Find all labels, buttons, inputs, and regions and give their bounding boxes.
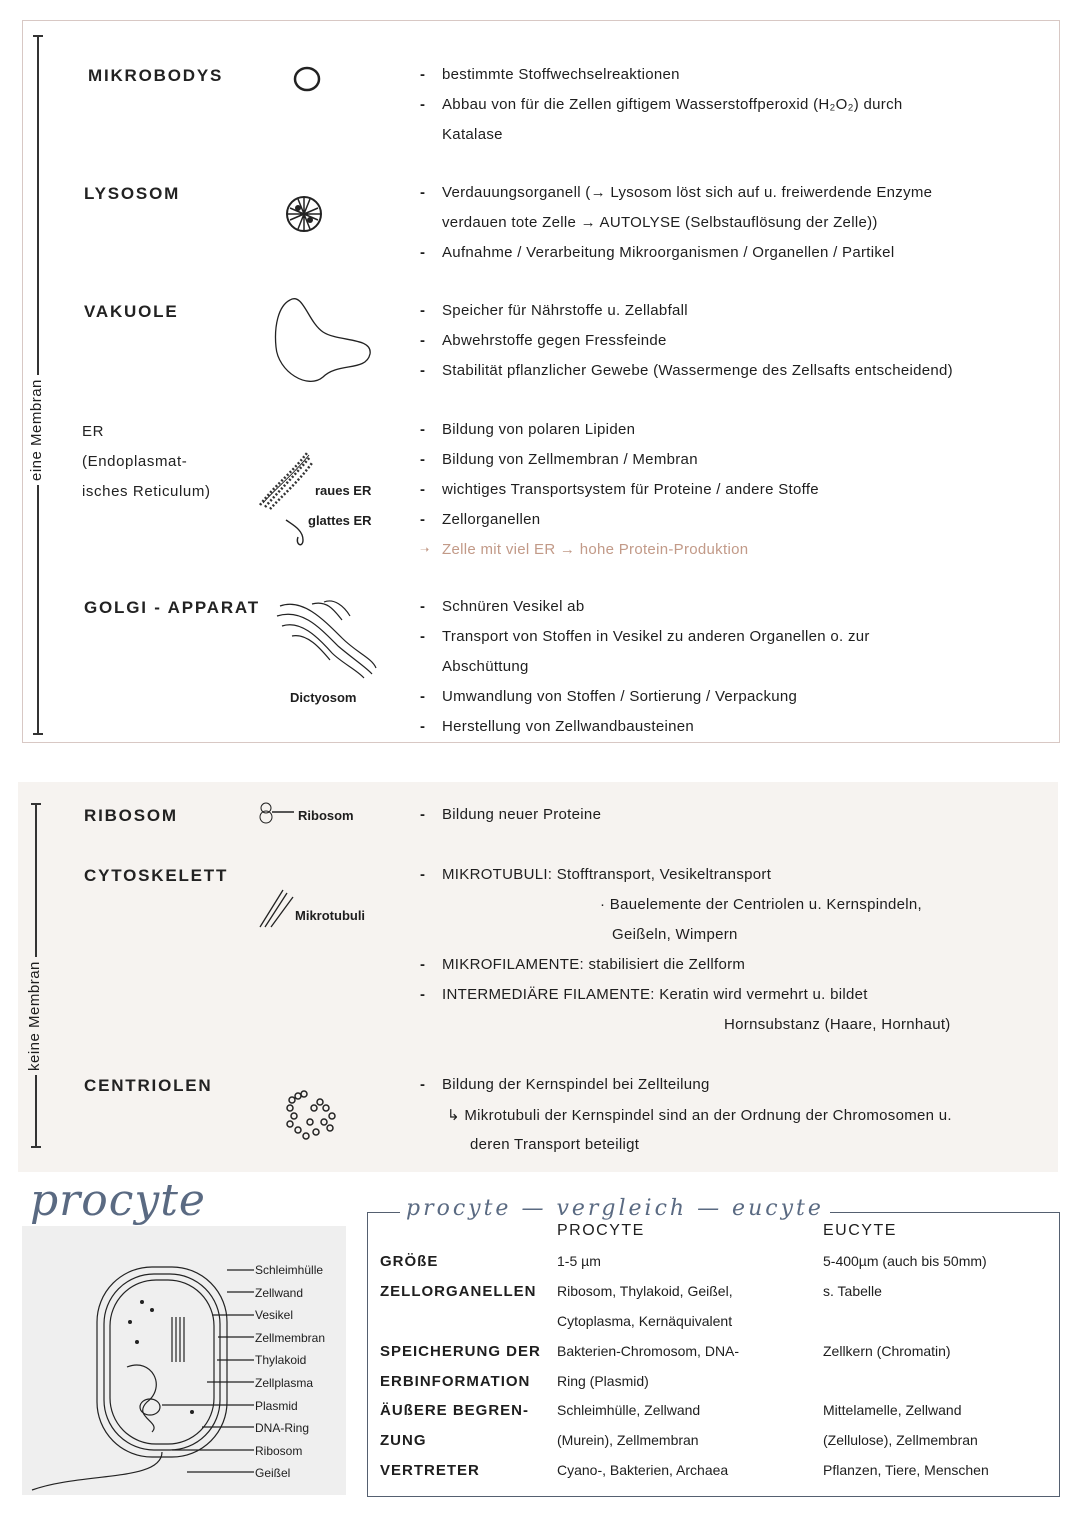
organelle-name: CYTOSKELETT bbox=[84, 866, 229, 885]
organelle-name: (Endoplasmat- bbox=[82, 453, 188, 470]
cell-part-label: Zellwand bbox=[255, 1285, 304, 1300]
organelle-name: isches Reticulum) bbox=[82, 483, 211, 500]
circle-icon bbox=[290, 62, 326, 96]
description-line: - Abbau von für die Zellen giftigem Wasserstoffperoxid (H₂O₂) durch bbox=[442, 96, 903, 113]
row-header: ERBINFORMATION bbox=[380, 1373, 531, 1390]
bracket-cap bbox=[33, 733, 43, 735]
comparison-title: procyte — vergleich — eucyte bbox=[400, 1196, 830, 1221]
description-line: - Schnüren Vesikel ab bbox=[442, 598, 584, 615]
description-line: - MIKROTUBULI: Stofftransport, Vesikeltransport bbox=[442, 866, 771, 883]
side-label-membrane: eine Membran bbox=[28, 375, 45, 485]
table-cell: 5-400µm (auch bis 50mm) bbox=[823, 1253, 987, 1269]
column-header: PROCYTE bbox=[557, 1222, 645, 1239]
golgi-icon bbox=[272, 598, 382, 680]
description-line: - Aufnahme / Verarbeitung Mikroorganismen / Organellen / Partikel bbox=[442, 244, 894, 261]
organelle-name: LYSOSOM bbox=[84, 184, 181, 203]
cell-part-label: Thylakoid bbox=[255, 1353, 307, 1368]
description-line: Katalase bbox=[442, 126, 503, 143]
description-line: - Herstellung von Zellwandbausteinen bbox=[442, 718, 694, 735]
row-header: ZELLORGANELLEN bbox=[380, 1283, 537, 1300]
cell-part-label: Vesikel bbox=[255, 1308, 294, 1323]
description-line: - Bildung der Kernspindel bei Zellteilung bbox=[442, 1076, 710, 1093]
description-line: - Bildung neuer Proteine bbox=[442, 806, 601, 823]
description-line: - Speicher für Nährstoffe u. Zellabfall bbox=[442, 302, 688, 319]
description-line: Abschüttung bbox=[442, 658, 529, 675]
centriole-icon bbox=[280, 1088, 350, 1148]
cell-part-label: Schleimhülle bbox=[255, 1263, 324, 1277]
table-cell: Ring (Plasmid) bbox=[557, 1373, 649, 1389]
cell-part-label: Zellplasma bbox=[255, 1376, 314, 1390]
bracket-cap bbox=[31, 803, 41, 805]
row-header: GRÖßE bbox=[380, 1253, 439, 1270]
description-line: Hornsubstanz (Haare, Hornhaut) bbox=[724, 1016, 951, 1033]
lysosome-icon bbox=[284, 194, 324, 234]
description-line: - Bildung von polaren Lipiden bbox=[442, 421, 635, 438]
description-line: - Umwandlung von Stoffen / Sortierung / Verpackung bbox=[442, 688, 797, 705]
table-cell: Cyano-, Bakterien, Archaea bbox=[557, 1462, 729, 1478]
table-cell: Mittelamelle, Zellwand bbox=[823, 1402, 962, 1418]
organelle-name: GOLGI - APPARAT bbox=[84, 598, 260, 617]
table-cell: Cytoplasma, Kernäquivalent bbox=[557, 1313, 733, 1329]
icon-caption: Mikrotubuli bbox=[295, 908, 366, 923]
organelle-name: VAKUOLE bbox=[84, 302, 179, 321]
ribosome-icon bbox=[258, 800, 296, 825]
cell-part-label: Zellmembran bbox=[255, 1330, 326, 1345]
table-cell: Schleimhülle, Zellwand bbox=[557, 1402, 701, 1418]
row-header: SPEICHERUNG DER bbox=[380, 1343, 541, 1360]
description-line: - wichtiges Transportsystem für Proteine / andere Stoffe bbox=[442, 481, 819, 498]
microtubule-icon bbox=[255, 885, 295, 930]
organelle-name: RIBOSOM bbox=[84, 806, 178, 825]
icon-caption: Ribosom bbox=[298, 808, 354, 823]
er-icon bbox=[255, 445, 313, 515]
side-label-no-membrane: keine Membran bbox=[26, 957, 43, 1075]
description-line: - bestimmte Stoffwechselreaktionen bbox=[442, 66, 680, 83]
row-header: ÄUßERE BEGREN- bbox=[380, 1402, 530, 1419]
description-line: - MIKROFILAMENTE: stabilisiert die Zellform bbox=[442, 956, 745, 973]
description-line: deren Transport beteiligt bbox=[470, 1136, 640, 1153]
cell-part-label: Geißel bbox=[255, 1466, 291, 1481]
description-line: · Bauelemente der Centriolen u. Kernspindeln, bbox=[600, 896, 923, 913]
vacuole-icon bbox=[268, 292, 378, 387]
smooth-er-icon bbox=[283, 515, 307, 550]
bracket-cap bbox=[31, 1146, 41, 1148]
cell-part-label: Plasmid bbox=[255, 1398, 298, 1413]
description-line: ➝ Zelle mit viel ER → hohe Protein-Produktion bbox=[442, 541, 748, 558]
description-line: - Verdauungsorganell (→ Lysosom löst sich auf u. freiwerdende Enzyme bbox=[442, 184, 932, 201]
description-line: - Stabilität pflanzlicher Gewebe (Wassermenge des Zellsafts entscheidend) bbox=[442, 362, 953, 379]
organelle-name: ER bbox=[82, 423, 105, 440]
icon-caption: raues ER bbox=[315, 483, 372, 498]
description-line: verdauen tote Zelle → AUTOLYSE (Selbstauflösung der Zelle)) bbox=[442, 214, 878, 231]
icon-caption: glattes ER bbox=[308, 513, 372, 528]
description-line: - INTERMEDIÄRE FILAMENTE: Keratin wird vermehrt u. bildet bbox=[442, 986, 868, 1003]
description-line: - Zellorganellen bbox=[442, 511, 540, 528]
description-line: - Abwehrstoffe gegen Fressfeinde bbox=[442, 332, 667, 349]
description-line: ↳ Mikrotubuli der Kernspindel sind an der Ordnung der Chromosomen u. bbox=[447, 1107, 952, 1124]
cell-part-label: Ribosom bbox=[255, 1443, 303, 1458]
table-cell: s. Tabelle bbox=[823, 1283, 882, 1299]
table-cell: Bakterien-Chromosom, DNA- bbox=[557, 1343, 740, 1359]
description-line: - Transport von Stoffen in Vesikel zu anderen Organellen o. zur bbox=[442, 628, 870, 645]
table-cell: Pflanzen, Tiere, Menschen bbox=[823, 1462, 989, 1478]
row-header: VERTRETER bbox=[380, 1462, 480, 1479]
table-cell: Zellkern (Chromatin) bbox=[823, 1343, 951, 1359]
cell-part-label: DNA-Ring bbox=[255, 1421, 310, 1436]
row-header: ZUNG bbox=[380, 1432, 427, 1449]
table-cell: 1-5 µm bbox=[557, 1253, 601, 1269]
bracket-cap bbox=[33, 35, 43, 37]
procyte-title: procyte bbox=[30, 1175, 206, 1226]
organelle-name: MIKROBODYS bbox=[88, 66, 224, 85]
table-cell: (Zellulose), Zellmembran bbox=[823, 1432, 978, 1448]
column-header: EUCYTE bbox=[823, 1222, 897, 1239]
table-cell: (Murein), Zellmembran bbox=[557, 1432, 699, 1448]
description-line: - Bildung von Zellmembran / Membran bbox=[442, 451, 698, 468]
icon-caption: Dictyosom bbox=[290, 690, 357, 705]
description-line: Geißeln, Wimpern bbox=[612, 926, 738, 943]
table-cell: Ribosom, Thylakoid, Geißel, bbox=[557, 1283, 733, 1299]
organelle-name: CENTRIOLEN bbox=[84, 1076, 213, 1095]
